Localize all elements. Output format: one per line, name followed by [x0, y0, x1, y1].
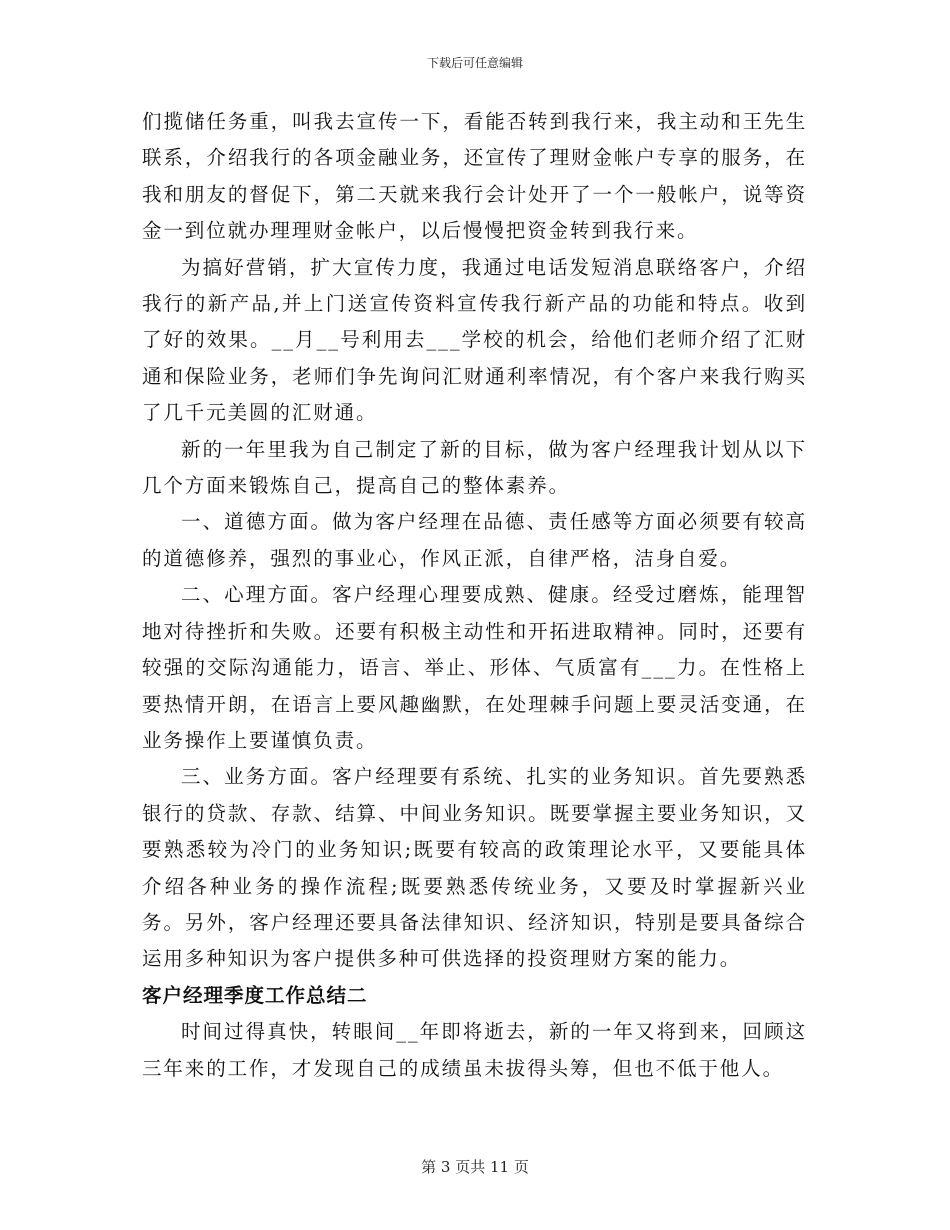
document-body	[142, 104, 807, 1087]
paragraph-continued: 们揽储任务重，叫我去宣传一下，看能否转到我行来，我主动和王先生联系，介绍我行的各项金融业务，还宣传了理财金帐户专享的服务，在我和朋友的督促下，第二天就来我行会计处开了一个一般帐户，说等资金一到位就办理理财金帐户，以后慢慢把资金转到我行来。	[142, 110, 807, 243]
page-header-note: 下载后可任意编辑	[426, 56, 523, 70]
paragraph-section-intro: 时间过得真快，转眼间__年即将逝去，新的一年又将到来，回顾这三年来的工作，才发现自己的成绩虽未拔得头筹，但也不低于他人。	[142, 1020, 807, 1080]
section-title: 客户经理季度工作总结二	[142, 983, 368, 1007]
paragraph-new-goals: 新的一年里我为自己制定了新的目标，做为客户经理我计划从以下几个方面来锻炼自己，提高自己的整体素养。	[142, 437, 807, 498]
paragraph-morality: 一、道德方面。做为客户经理在品德、责任感等方面必须要有较高的道德修养，强烈的事业心，作风正派，自律严格，洁身自爱。	[142, 510, 807, 570]
paragraph-business: 三、业务方面。客户经理要有系统、扎实的业务知识。首先要熟悉银行的贷款、存款、结算、中间业务知识。既要掌握主要业务知识，又要熟悉较为冷门的业务知识;既要有较高的政策理论水平，又要能具体介绍各种业务的操作流程;既要熟悉传统业务，又要及时掌握新兴业务。另外，客户经理还要具备法律知识、经济知识，特别是要具备综合运用多种知识为客户提供多种可供选择的投资理财方案的能力。	[142, 765, 807, 971]
page-footer-number: 第 3 页共 11 页	[421, 1158, 529, 1176]
paragraph-psychology: 二、心理方面。客户经理心理要成熟、健康。经受过磨炼，能理智地对待挫折和失败。还要有积极主动性和开拓进取精神。同时，还要有较强的交际沟通能力，语言、举止、形体、气质富有___力。在性格上要热情开朗，在语言上要风趣幽默，在处理棘手问题上要灵活变通，在业务操作上要谨慎负责。	[142, 583, 807, 752]
paragraph-marketing: 为搞好营销，扩大宣传力度，我通过电话发短消息联络客户，介绍我行的新产品,并上门送宣传资料宣传我行新产品的功能和特点。收到了好的效果。__月__号利用去___学校的机会，给他们老师介绍了汇财通和保险业务，老师们争先询问汇财通利率情况，有个客户来我行购买了几千元美圆的汇财通。	[142, 255, 807, 425]
